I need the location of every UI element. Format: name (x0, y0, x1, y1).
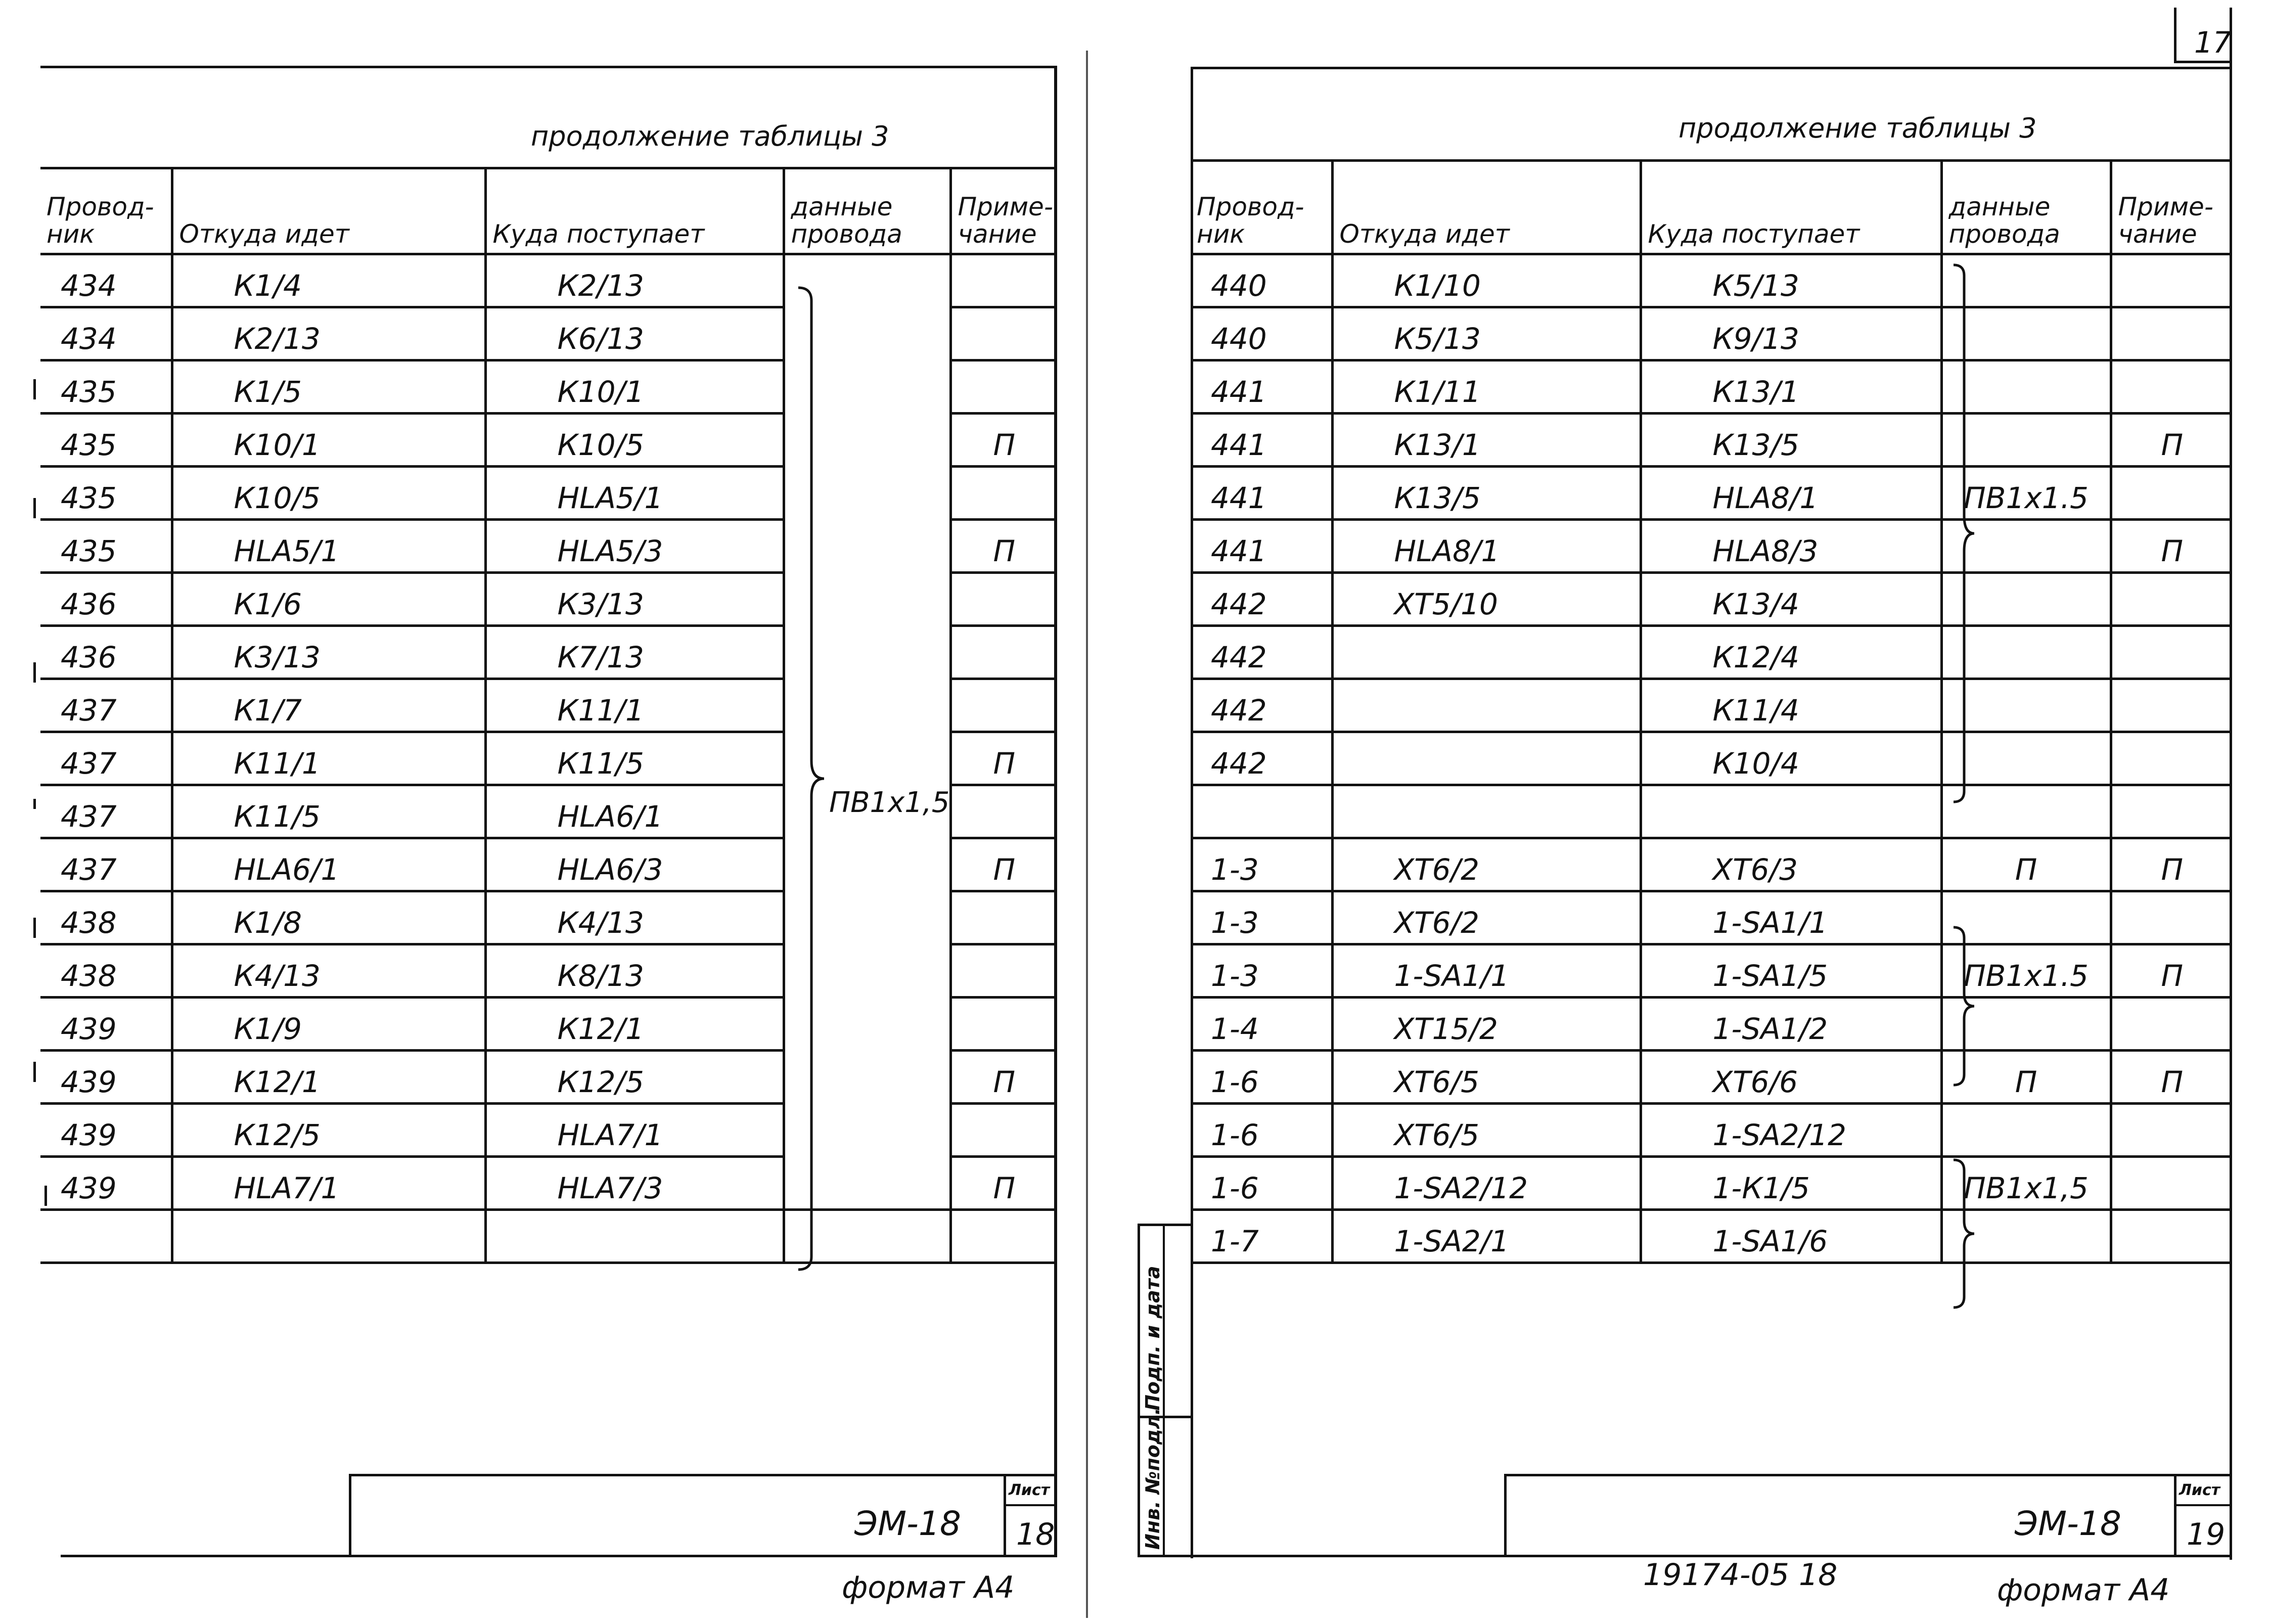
cell-note: П (2111, 414, 2232, 467)
side-box-bottom (1138, 1555, 1193, 1557)
cell-wire: 439 (40, 1051, 172, 1104)
cell-to: К2/13 (485, 254, 784, 307)
margin-tick (33, 1062, 36, 1082)
cell-note: П (950, 414, 1057, 467)
cell-to: К11/5 (485, 732, 784, 785)
cell-from: НLА8/1 (1332, 520, 1641, 573)
cell-note (950, 360, 1057, 414)
left-top-border (40, 66, 1021, 68)
cell-from: К3/13 (172, 626, 485, 679)
col-header-wire (1191, 161, 1332, 254)
col-header-to: Куда поступает (485, 168, 784, 254)
cell-note (2111, 891, 2232, 944)
cell-note (2111, 732, 2232, 785)
cell-note (950, 998, 1057, 1051)
cell-to: К6/13 (485, 307, 784, 360)
cell-note (2111, 679, 2232, 732)
cell-wire: 442 (1191, 732, 1332, 785)
cell-to: 1-SA1/1 (1641, 891, 1941, 944)
table-row (1191, 520, 2232, 573)
cell-from: ХТ6/2 (1332, 838, 1641, 891)
cell-from: К1/9 (172, 998, 485, 1051)
cell-to: К12/5 (485, 1051, 784, 1104)
cell-to: К8/13 (485, 944, 784, 998)
cell-wire: 1-6 (1191, 1104, 1332, 1157)
cell-note: П (2111, 944, 2232, 998)
left-stamp-code: ЭМ-18 (854, 1504, 961, 1543)
cell-from (1332, 626, 1641, 679)
right-caption: продолжение таблицы 3 (1678, 112, 2037, 144)
cell-from: К1/11 (1332, 360, 1641, 414)
cell-wire: 439 (40, 998, 172, 1051)
table-row (1191, 414, 2232, 467)
cell-to: НLА8/3 (1641, 520, 1941, 573)
left-brace (796, 286, 827, 1272)
table-row (1191, 944, 2232, 998)
cell-to: 1-К1/5 (1641, 1157, 1941, 1210)
right-brace-3 (1952, 1158, 1977, 1310)
cell-note (2111, 360, 2232, 414)
right-format: формат А4 (1997, 1572, 2170, 1608)
cell-note (2111, 1210, 2232, 1263)
cell-wire: 437 (40, 679, 172, 732)
page-number: 17 (2194, 25, 2232, 60)
cell-from: НLА5/1 (172, 520, 485, 573)
cell-wire: 441 (1191, 360, 1332, 414)
cell-to: К5/13 (1641, 254, 1941, 307)
right-brace-2 (1952, 925, 1977, 1087)
cell-note: П (2111, 838, 2232, 891)
right-wire-table (1191, 159, 2232, 1264)
cell-from: К1/6 (172, 573, 485, 626)
cell-to: К7/13 (485, 626, 784, 679)
cell-wire: 441 (1191, 520, 1332, 573)
page-number-box-bottom (2174, 61, 2232, 63)
table-row (1191, 626, 2232, 679)
col-header-from: Откуда идет (172, 168, 485, 254)
left-stamp-list-line (1004, 1504, 1057, 1506)
cell-wire: 437 (40, 732, 172, 785)
cell-wire: 438 (40, 891, 172, 944)
cell-from: К13/5 (1332, 467, 1641, 520)
cell-to: К11/4 (1641, 679, 1941, 732)
cell-note (2111, 307, 2232, 360)
cell-to (1641, 785, 1941, 838)
cell-to: К13/5 (1641, 414, 1941, 467)
cell-from: К13/1 (1332, 414, 1641, 467)
cell-wire: 436 (40, 626, 172, 679)
cell-note (2111, 1104, 2232, 1157)
cell-data: П (1941, 838, 2111, 891)
cell-from: К1/8 (172, 891, 485, 944)
cell-note (950, 1104, 1057, 1157)
cell-from: К4/13 (172, 944, 485, 998)
cell-wire: 435 (40, 520, 172, 573)
col-header-data (784, 168, 950, 254)
cell-note (950, 254, 1057, 307)
cell-to: 1-SA1/5 (1641, 944, 1941, 998)
right-stamp-code: ЭМ-18 (2015, 1504, 2121, 1543)
cell-from: К5/13 (1332, 307, 1641, 360)
cell-note (950, 679, 1057, 732)
cell-from: К10/1 (172, 414, 485, 467)
cell-to: К11/1 (485, 679, 784, 732)
left-caption: продолжение таблицы 3 (531, 120, 889, 152)
cell-wire: 442 (1191, 573, 1332, 626)
cell-to: К9/13 (1641, 307, 1941, 360)
page-number-box-left (2174, 8, 2176, 63)
cell-from: К12/1 (172, 1051, 485, 1104)
right-stamp-list-label: Лист (2179, 1481, 2220, 1499)
col-header-wire (40, 168, 172, 254)
col-header-from: Откуда идет (1332, 161, 1641, 254)
left-stamp-list-num: 18 (1016, 1517, 1055, 1552)
cell-from (172, 1210, 485, 1263)
cell-note (950, 785, 1057, 838)
margin-tick (33, 379, 36, 399)
table-row (40, 254, 1057, 307)
table-row (1191, 998, 2232, 1051)
table-row (1191, 1104, 2232, 1157)
cell-from: К1/4 (172, 254, 485, 307)
cell-wire: 441 (1191, 414, 1332, 467)
cell-wire (40, 1210, 172, 1263)
margin-tick (33, 799, 36, 809)
cell-wire: 437 (40, 785, 172, 838)
cell-from: ХТ5/10 (1332, 573, 1641, 626)
cell-to (485, 1210, 784, 1263)
cell-to: К4/13 (485, 891, 784, 944)
cell-to: НLА8/1 (1641, 467, 1941, 520)
cell-to: К10/1 (485, 360, 784, 414)
cell-note (2111, 626, 2232, 679)
left-top-border-right (1019, 66, 1057, 68)
col-header-data-l2: провода (1948, 219, 2060, 249)
cell-from (1332, 679, 1641, 732)
cell-note: П (950, 732, 1057, 785)
cell-wire: 434 (40, 307, 172, 360)
cell-wire: 437 (40, 838, 172, 891)
col-header-data-l2: провода (791, 219, 902, 249)
cell-to: К3/13 (485, 573, 784, 626)
cell-from: К1/5 (172, 360, 485, 414)
right-stamp-list-line (2174, 1504, 2232, 1506)
side-label-sign-date: Подп. и дата (1142, 1266, 1164, 1411)
cell-to: К12/4 (1641, 626, 1941, 679)
cell-from: К1/7 (172, 679, 485, 732)
cell-note (950, 573, 1057, 626)
cell-wire: 1-4 (1191, 998, 1332, 1051)
table-row (1191, 838, 2232, 891)
cell-note (2111, 1157, 2232, 1210)
col-header-note-l2: чание (2118, 219, 2197, 249)
side-box-top (1138, 1224, 1193, 1226)
cell-note (950, 307, 1057, 360)
col-header-data-l1: данные (791, 192, 893, 221)
cell-to: К13/4 (1641, 573, 1941, 626)
cell-to: 1-SA2/12 (1641, 1104, 1941, 1157)
table-row (1191, 254, 2232, 307)
cell-to: НLА6/1 (485, 785, 784, 838)
cell-from: ХТ6/2 (1332, 891, 1641, 944)
table-row (1191, 1157, 2232, 1210)
cell-from: ХТ6/5 (1332, 1104, 1641, 1157)
margin-tick (33, 662, 36, 683)
cell-wire: 434 (40, 254, 172, 307)
col-header-to: Куда поступает (1641, 161, 1941, 254)
table-row (1191, 891, 2232, 944)
cell-data (1941, 1104, 2111, 1157)
right-top-border (1191, 67, 2232, 69)
cell-from: 1-SA1/1 (1332, 944, 1641, 998)
table-row (1191, 785, 2232, 838)
cell-wire: 1-6 (1191, 1051, 1332, 1104)
cell-wire: 440 (1191, 307, 1332, 360)
cell-to: НLА7/1 (485, 1104, 784, 1157)
side-box-left (1138, 1224, 1140, 1557)
table-row (1191, 467, 2232, 520)
left-brace-label: ПВ1х1,5 (829, 786, 950, 819)
cell-note: П (2111, 1051, 2232, 1104)
cell-note (950, 1210, 1057, 1263)
side-label-inv-no: Инв. №подл. (1142, 1408, 1164, 1550)
cell-from: ХТ15/2 (1332, 998, 1641, 1051)
cell-to: НLА5/1 (485, 467, 784, 520)
table-row (1191, 573, 2232, 626)
col-header-note-l1: Приме- (958, 192, 1053, 221)
table-row (1191, 1210, 2232, 1263)
cell-from: К1/10 (1332, 254, 1641, 307)
cell-wire: 1-7 (1191, 1210, 1332, 1263)
col-header-note-l1: Приме- (2118, 192, 2213, 221)
left-stamp-list-label: Лист (1009, 1481, 1050, 1499)
cell-wire: 1-6 (1191, 1157, 1332, 1210)
cell-to: НLА7/3 (485, 1157, 784, 1210)
cell-wire (1191, 785, 1332, 838)
margin-tick (33, 498, 36, 518)
left-wire-table (40, 167, 1057, 1264)
cell-note: П (950, 1157, 1057, 1210)
col-header-wire-l2: ник (47, 219, 95, 249)
cell-from: К11/1 (172, 732, 485, 785)
cell-from (1332, 732, 1641, 785)
cell-note (2111, 785, 2232, 838)
col-header-note (950, 168, 1057, 254)
cell-to: ХТ6/3 (1641, 838, 1941, 891)
cell-from: К10/5 (172, 467, 485, 520)
cell-data: ПВ1х1.5 (1941, 467, 2111, 520)
cell-wire: 1-3 (1191, 838, 1332, 891)
cell-wire: 439 (40, 1157, 172, 1210)
cell-from: НLА6/1 (172, 838, 485, 891)
cell-to: ХТ6/6 (1641, 1051, 1941, 1104)
cell-note (950, 891, 1057, 944)
cell-to: К13/1 (1641, 360, 1941, 414)
col-header-note (2111, 161, 2232, 254)
cell-wire: 436 (40, 573, 172, 626)
margin-tick (33, 918, 36, 938)
col-header-data-l1: данные (1948, 192, 2051, 221)
cell-note: П (950, 1051, 1057, 1104)
cell-from: 1-SA2/1 (1332, 1210, 1641, 1263)
archive-number: 19174-05 18 (1643, 1557, 1838, 1593)
cell-wire: 442 (1191, 679, 1332, 732)
cell-note (2111, 573, 2232, 626)
cell-note (2111, 998, 2232, 1051)
cell-wire: 435 (40, 360, 172, 414)
cell-to: 1-SA1/2 (1641, 998, 1941, 1051)
table-row (1191, 307, 2232, 360)
cell-to: НLА5/3 (485, 520, 784, 573)
cell-wire: 442 (1191, 626, 1332, 679)
cell-note: П (2111, 520, 2232, 573)
cell-note (950, 626, 1057, 679)
cell-data: ПВ1х1,5 (1941, 1157, 2111, 1210)
cell-from: К12/5 (172, 1104, 485, 1157)
cell-from: К2/13 (172, 307, 485, 360)
table-row (1191, 679, 2232, 732)
table-row (40, 1210, 1057, 1263)
table-row (1191, 1051, 2232, 1104)
right-stamp-divider (2174, 1474, 2176, 1557)
col-header-wire-l2: ник (1197, 219, 1245, 249)
cell-from (1332, 785, 1641, 838)
margin-tick (44, 1186, 47, 1206)
cell-to: НLА6/3 (485, 838, 784, 891)
cell-from: К11/5 (172, 785, 485, 838)
cell-wire: 439 (40, 1104, 172, 1157)
col-header-note-l2: чание (958, 219, 1037, 249)
col-header-wire-l1: Провод- (47, 192, 154, 221)
cell-to: 1-SA1/6 (1641, 1210, 1941, 1263)
cell-wire: 440 (1191, 254, 1332, 307)
cell-note (2111, 467, 2232, 520)
table-row (1191, 732, 2232, 785)
cell-to: К10/4 (1641, 732, 1941, 785)
cell-wire: 441 (1191, 467, 1332, 520)
cell-note (2111, 254, 2232, 307)
left-format: формат А4 (842, 1570, 1015, 1605)
cell-wire: 1-3 (1191, 944, 1332, 998)
cell-to: К10/5 (485, 414, 784, 467)
cell-to: К12/1 (485, 998, 784, 1051)
right-stamp (1504, 1474, 2232, 1557)
col-header-data (1941, 161, 2111, 254)
cell-note (950, 944, 1057, 998)
cell-note (950, 467, 1057, 520)
cell-data: П (1941, 1051, 2111, 1104)
cell-from: НLА7/1 (172, 1157, 485, 1210)
cell-wire: 438 (40, 944, 172, 998)
cell-from: ХТ6/5 (1332, 1051, 1641, 1104)
center-divider (1086, 51, 1088, 1618)
cell-wire: 1-3 (1191, 891, 1332, 944)
cell-wire: 435 (40, 467, 172, 520)
table-row (1191, 360, 2232, 414)
cell-wire: 435 (40, 414, 172, 467)
right-brace-1 (1952, 263, 1977, 804)
cell-from: 1-SA2/12 (1332, 1157, 1641, 1210)
col-header-wire-l1: Провод- (1197, 192, 1304, 221)
cell-note: П (950, 838, 1057, 891)
left-stamp-divider (1004, 1474, 1006, 1557)
cell-note: П (950, 520, 1057, 573)
right-stamp-list-num: 19 (2187, 1517, 2226, 1552)
cell-data: ПВ1х1.5 (1941, 944, 2111, 998)
